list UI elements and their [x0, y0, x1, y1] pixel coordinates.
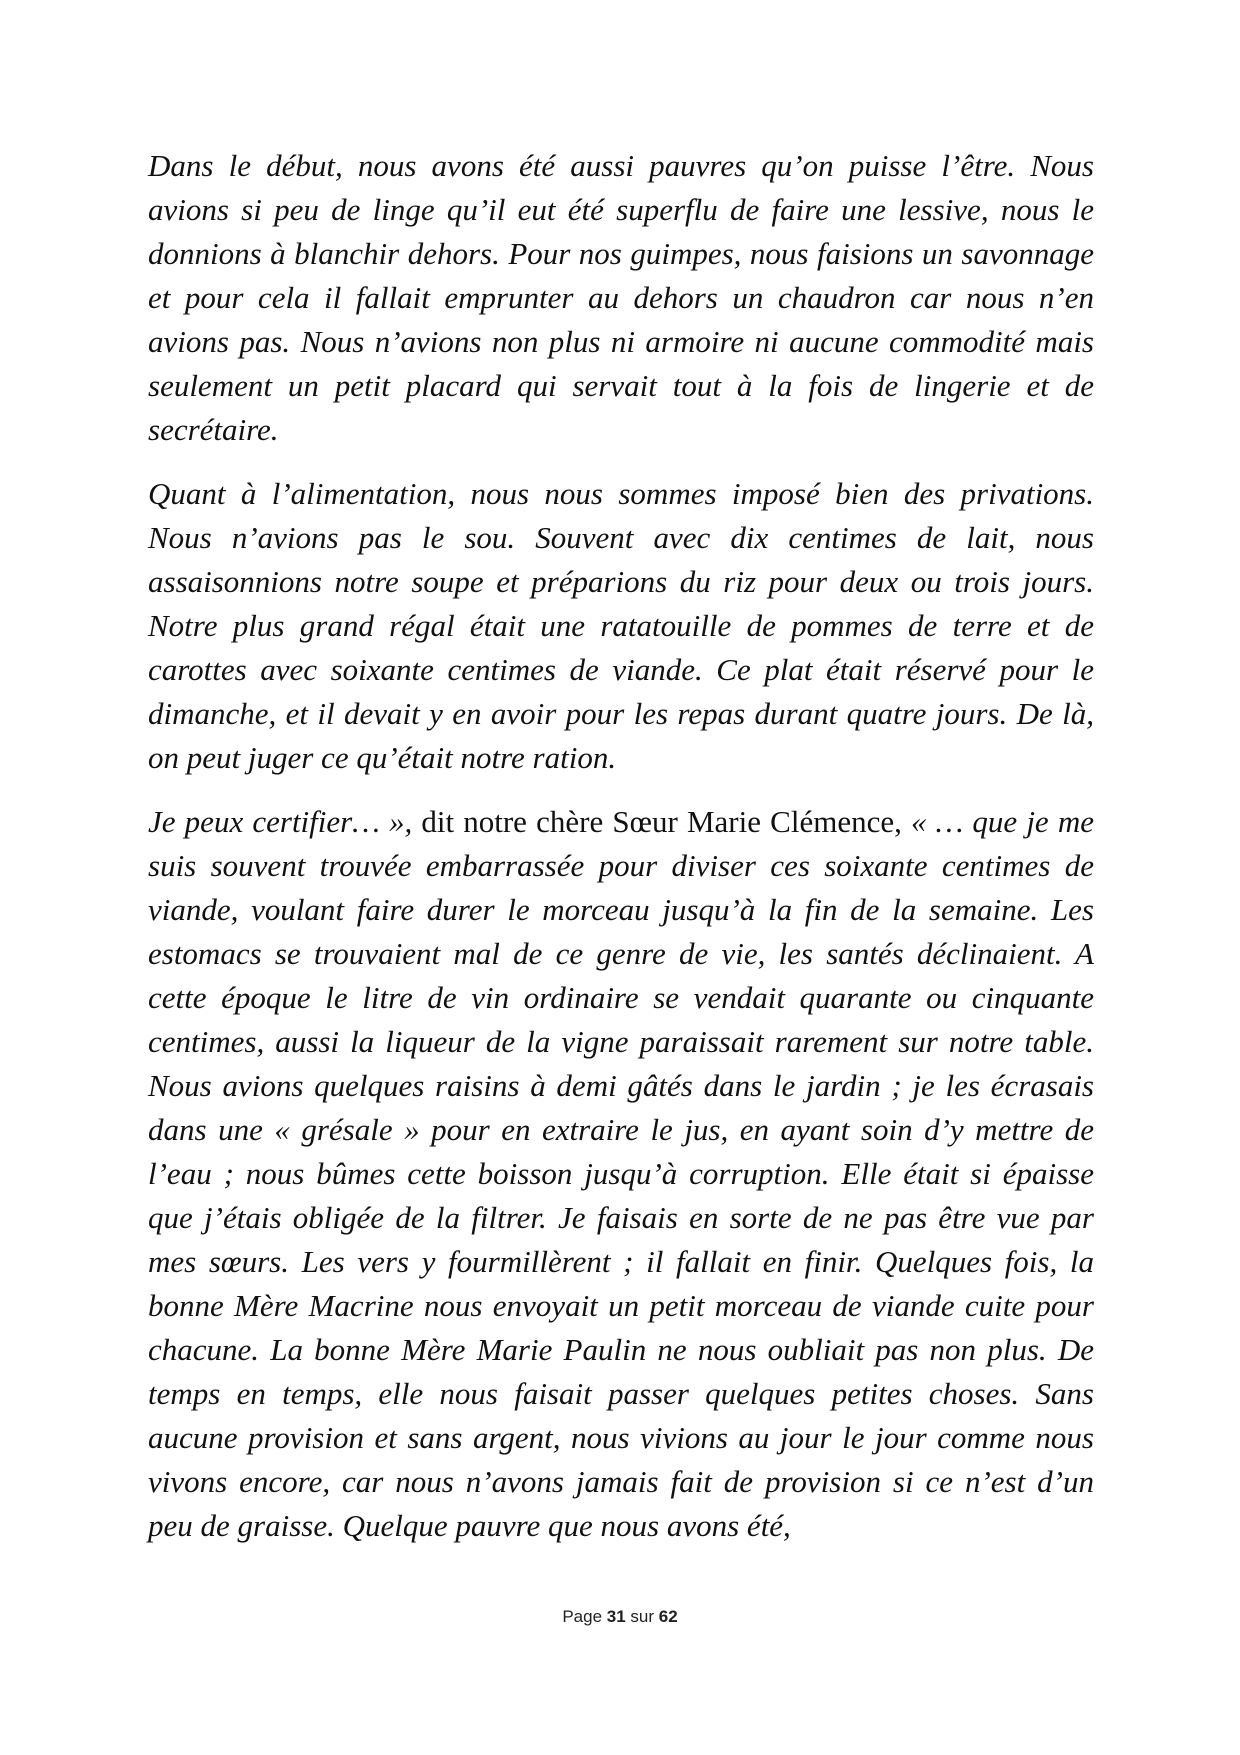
document-body [148, 144, 1094, 1568]
paragraph [148, 800, 1094, 1548]
total-pages-number: 62 [658, 1607, 678, 1626]
page-footer [0, 1607, 1240, 1627]
paragraph: Dans le début, nous avons été aussi pauvres qu’on puisse l’être. Nous avions si peu de linge qu’il eut été superflu de faire une lessive, nous le donnions à blanchir dehors. Pour nos guimpes, nous faisions un savonnage et pour cela il fallait emprunter au dehors un chaudron car nous n’en avions pas. Nous n’avions non plus ni armoire ni aucune commodité mais seulement un petit placard qui servait tout à la fois de lingerie et de secrétaire. [148, 148, 1094, 447]
page-separator: sur [625, 1607, 659, 1626]
current-page-number: 31 [606, 1607, 626, 1626]
quote-start: Je peux certifier… », [148, 804, 413, 839]
paragraph: Quant à l’alimentation, nous nous sommes imposé bien des privations. Nous n’avions pas le sou. Souvent avec dix centimes de lait, nous assaisonnions notre soupe et préparions du riz pour deux ou trois jours. Notre plus grand régal était une ratatouille de pommes de terre et de carottes avec soixante centimes de viande. Ce plat était réservé pour le dimanche, et il devait y en avoir pour les repas durant quatre jours. De là, on peut juger ce qu’était notre ration. [148, 476, 1094, 775]
quote-continuation: « … que je me suis souvent trouvée embarrassée pour diviser ces soixante centimes de viande, voulant faire durer le morceau jusqu’à la fin de la semaine. Les estomacs se trouvaient mal de ce genre de vie, les santés déclinaient. A cette époque le litre de vin ordinaire se vendait quarante ou cinquante centimes, aussi la liqueur de la vigne paraissait rarement sur notre table. Nous avions quelques raisins à demi gâtés dans le jardin ; je les écrasais dans une « grésale » pour en extraire le jus, en ayant soin d’y mettre de l’eau ; nous bûmes cette boisson jusqu’à corruption. Elle était si épaisse que j’étais obligée de la filtrer. Je faisais en sorte de ne pas être vue par mes sœurs. Les vers y fourmillèrent ; il fallait en finir. Quelques fois, la bonne Mère Macrine nous envoyait un petit morceau de viande cuite pour chacune. La bonne Mère Marie Paulin ne nous oubliait pas non plus. De temps en temps, elle nous faisait passer quelques petites choses. Sans aucune provision et sans argent, nous vivions au jour le jour comme nous vivons encore, car nous n’avons jamais fait de provision si ce n’est d’un peu de graisse. Quelque pauvre que nous avons été, [148, 804, 1095, 1543]
attribution: dit notre chère Sœur Marie Clémence, [412, 804, 912, 839]
page-label: Page [562, 1607, 607, 1626]
